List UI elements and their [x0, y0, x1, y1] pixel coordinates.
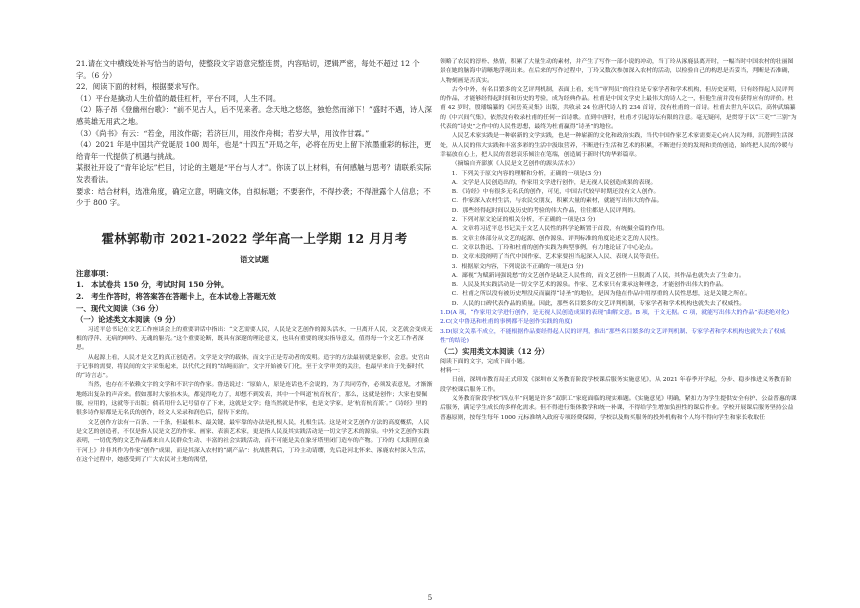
- option: C．文章以鲁迅、丁玲和杜甫的创作实践为典型事例，有力地论证了中心论点。: [451, 244, 657, 251]
- option: D．文章末段阐明了当代中国作家、艺术家要担当起深入人民、表现人民等责任。: [451, 254, 663, 261]
- option: D．人民的口碑代表作品的质量。因此，那些名目繁多的文艺评判机制，专家学者和学术机构也就失去了权威性。: [451, 300, 746, 307]
- writing-questions: [76, 58, 433, 209]
- material-2: （2）陈子昂《登幽州台歌》：“前不见古人，后不见来者。念天地之悠悠，独怆然而涕下！”盛时不遇，诗人深感英雄无用武之地。: [76, 105, 432, 126]
- right-column: [440, 58, 797, 598]
- left-column: [76, 58, 433, 598]
- answer-3: 3.D(原文关系不成立，不能根据作品要经得起人民的评判，推出“那些名目繁多的文艺评判机制、专家学者和学术机构也就失去了权威性”的结论): [440, 328, 786, 344]
- section-heading: 一、现代文阅读（36 分）: [76, 303, 163, 313]
- notes-heading: 注意事项：: [76, 268, 113, 278]
- material-3: （3）《尚书》有云：“若金，用汝作砺；若济巨川，用汝作舟楫；若岁大旱，用汝作甘霖。”: [76, 128, 370, 138]
- requirements: 要求：结合材料，选准角度，确定立意，明确文体，自拟标题；不要套作，不得抄袭；不得泄露个人信息；不少于 800 字。: [76, 186, 431, 208]
- option: B．《诗经》中有很多无名氏的创作，可见，中国古代较早时期还没有文人创作。: [451, 189, 660, 196]
- exam-subtitle: 语文试题: [240, 254, 269, 264]
- passage-paragraph: 领略了农民的淳朴、热情，积累了大量生动的素材，并产生了写作一部小说的冲动，当丁玲从涿鹿县离开时，一幅当时中国农村的壮丽图景在她的脑海中清晰地浮现出来。在后来的写作过程中，丁玲又数次参加深入农村的活动，以检验自己的构思是否妥当，判断是否准确，人物刻画是否真实。: [440, 59, 794, 84]
- task-description: 某报社开设了“青年论坛”栏目，讨论的主题是“平台与人才”。你读了以上材料，有何感触与思考？请联系实际发表看法。: [76, 163, 432, 184]
- option: C．杜甫之所以没有被历史埋没反而赢得“诗圣”的地位，是因为他在作品中用厚重的人民性思想，这是关键之所在。: [451, 291, 751, 298]
- question-22: 22．阅读下面的材料，根据要求写作。: [76, 82, 204, 92]
- option: C．作家深入农村生活，与农民交朋友，积累大量的素材，就能写出伟大的作品。: [451, 198, 663, 205]
- answer-1: 1.D(A 项，“作家用文学进行创作，是无视人民创造成果的表现”曲解文意。B 项，于文无据。C 项，就能写出伟大的作品”表述绝对化): [440, 310, 789, 317]
- material-4: （4）2021 年是中国共产党诞辰 100 周年，也是“十四五”开局之年，必将在历史上留下浓墨重彩的标注，更给青年一代提供了机遇与挑战。: [76, 140, 432, 161]
- passage-paragraph: 习近平总书记在文艺工作座谈会上的重要讲话中指出：“文艺需要人民，人民是文艺创作的源头活水，一旦离开人民，文艺就会变成无根的浮萍、无病的呻吟、无魂的躯壳。”这个重要论断，既具有深邃的理论意义，也具有重要的现实指导意义，值得每一个文艺工作者深思。: [76, 326, 433, 352]
- option: B．人民及其实践活动是一切文学艺术的源泉。作家、艺术家只有秉承这种理念，才能创作出伟大的作品。: [451, 282, 728, 289]
- subsection-heading: （一）论述类文本阅读（9 分）: [76, 315, 180, 325]
- passage-paragraph: 人民艺术家实践是一种崭新的文学实践，也是一种崭新的文化和政治实践，当代中国作家艺术家需要走心向人民为师，沉潜到生活深处，从人民的伟大实践和丰富多彩的生活中汲取营养，不断进行生活和艺术的积累，不断进行美的发现和美的创造，始终把人民的冷暖与幸福放在心上，把人民的喜怒哀乐倾注在笔端，创造属于新时代的华彩篇章。: [440, 133, 794, 158]
- question-2: 2．下列对原文论证的相关分析，不正确的一项是(3 分): [451, 217, 596, 224]
- passage-paragraph: 古今中外，有名目繁多的文艺评判机制，表面上看，充当“审判员”的往往是专家学者和学术机构，但历史证明，只有经得起人民评判的作品，才能够经得起时间和历史的考验，成为经典作品。杜甫是中国文学史上最伟大的诗人之一，但他生前并没有获得应有的评价。杜甫 42 岁时，殷璠编纂的《河岳英灵集》出版，共收录 24 位唐代诗人的 234 首诗，没有杜甫的一首诗。杜甫去世九年以后，高仲武编纂的《中兴间气集》，依然没有收录杜甫的任何一首诗歌。直到中唐时，杜甫才引起诗坛有限的注意。毫无疑问，是贯穿于以“三吏”“三别”为代表的“诗史”之作中的人民性思想，最终为杜甫赢得“诗圣”的地位。: [440, 86, 797, 131]
- question-3: 3．根据原文内容，下列说法不正确的一项是(3 分): [451, 263, 584, 270]
- note-2: 2. 考生作答时，将答案答在答题卡上，在本试卷上答题无效: [76, 291, 276, 301]
- material-paragraph: 日前，深圳市教育局正式印发《深圳市义务教育阶段学校课后服务实施意见》，从 2021 年春季开学起，分步、稳步推进义务教育阶段学校课后服务工作。: [440, 377, 792, 393]
- answer-2: 2.C(文中鲁迅和杜甫的事例都不是创作实践的角度): [440, 319, 573, 326]
- material-1: （1）平台是擒动人生价值的最佳杠杆，平台不同，人生不同。: [76, 93, 281, 103]
- instruction: 阅读下面的文字，完成下面小题。: [440, 358, 529, 365]
- page-number: 5: [427, 594, 433, 602]
- option: A．文学是人民创造出的，作家用文学进行创作，是无视人民创造成果的表现。: [451, 179, 657, 186]
- subsection-heading: （二）实用类文本阅读（12 分）: [440, 347, 549, 357]
- material-paragraph: 义务教育阶段学校“四点半”问题是许多“双职工”家庭面临的现实难题。《实施意见》明确，紧扣力为学生提供安全有护、公益普惠的课后服务，满足学生成长的多样化需求。但不得进行集体教学和统一补课，不得给学生增加负担性的课后作业。学校开展课后服务坚持公益普惠原则，按每生每年 1000 元标准纳入政府专项经费保障，学校以及购买服务的投外机构和个人均不得向学生和家长收取任: [440, 395, 797, 421]
- passage-paragraph: 文艺创作方法有一百条、一千条，但最根本、最关键、最牢靠的办法是扎根人民，扎根生活。这是对文艺创作方法的高度概括，人民是文艺的创造者，不仅是指人民是文艺的作家、画家、表演艺术家，更是指人民及其实践活动是一切文学艺术的源泉。中外文艺创作实践表明，一切优秀的文艺作品都来自人民群众生动、丰富的社会实践活动，而不可能是关在象牙塔里闭门造车的产物。丁玲的《太阳照在桑干河上》并非其作为作家“创作”成果，而是其深入农村的“副产品”：抗战胜利后，丁玲主动请缨，先后赴河北怀来、涿鹿农村深入生活，在这个过程中，她感受到了广大农民对土地的渴望，: [76, 419, 430, 463]
- option: D．那些经得起时间以及历史的考验的伟大作品，往往都是人民评判的。: [451, 207, 640, 214]
- question-21: 21.请在文中横线处补写恰当的语句，使整段文字语意完整连贯，内容贴切，逻辑严密，每处不超过 12 个字。（6 分）: [76, 59, 420, 80]
- note-1: 1. 本试卷共 150 分，考试时间 150 分钟。: [76, 280, 229, 290]
- passage-paragraph: 当然，也存在不依赖文字的文学和不识字的作家。鲁迅说过：“原始人，原是连话也不会说的，为了共同劳作，必须发表意见，才渐渐地练出复杂的声音来。假如那时大家抬木头，都觉得吃力了，却想不到发表，其中一个叫道‘杭育杭育’，那么，这就是创作；大家也要佩服，应用的，这就等于出版；倘若用什么记号留存了下来，这就是文学；他当然就是作家，也是文学家，是‘杭育杭育派’。”《诗经》里的很多诗作原都是无名氏的创作，经文人采录和润色后，留传下来的。: [76, 382, 433, 417]
- exam-title: 霍林郭勒市 2021-2022 学年高一上学期 12 月月考: [101, 230, 408, 246]
- option: A．鄙视“为赋新词强说愁”的文艺创作是缺乏人民性的，而文艺创作一旦脱离了人民，其作品也就失去了生命力。: [451, 272, 745, 279]
- option: B．文章主体部分从文艺的起源、创作源泉、评判标准的角度论述文艺的人民性。: [451, 235, 663, 242]
- passage-source: （摘编自齐澎旗《人民是文艺创作的源头活水》）: [451, 161, 579, 168]
- option: A．文章将习近平总书记关于文艺人民性的科学论断置于首段，有统摄全篇的作用。: [451, 226, 669, 233]
- material-label: 材料一：: [440, 368, 464, 375]
- question-1: 1．下列关于原文内容的理解和分析，正确的一项是(3 分): [451, 170, 602, 177]
- passage-paragraph: 从起源上看，人民才是文艺的真正创造者。文学是文学的载体，而文字正是劳动者的发明。造字的方法最初就是象形，会意。史官由于记事的需要，将民间的文字采集起来，以代代之间的“结绳而治”，文字开始被专门化，至于文学审美的关注，也最早来自于先秦时代的“诗言志”。: [76, 354, 430, 380]
